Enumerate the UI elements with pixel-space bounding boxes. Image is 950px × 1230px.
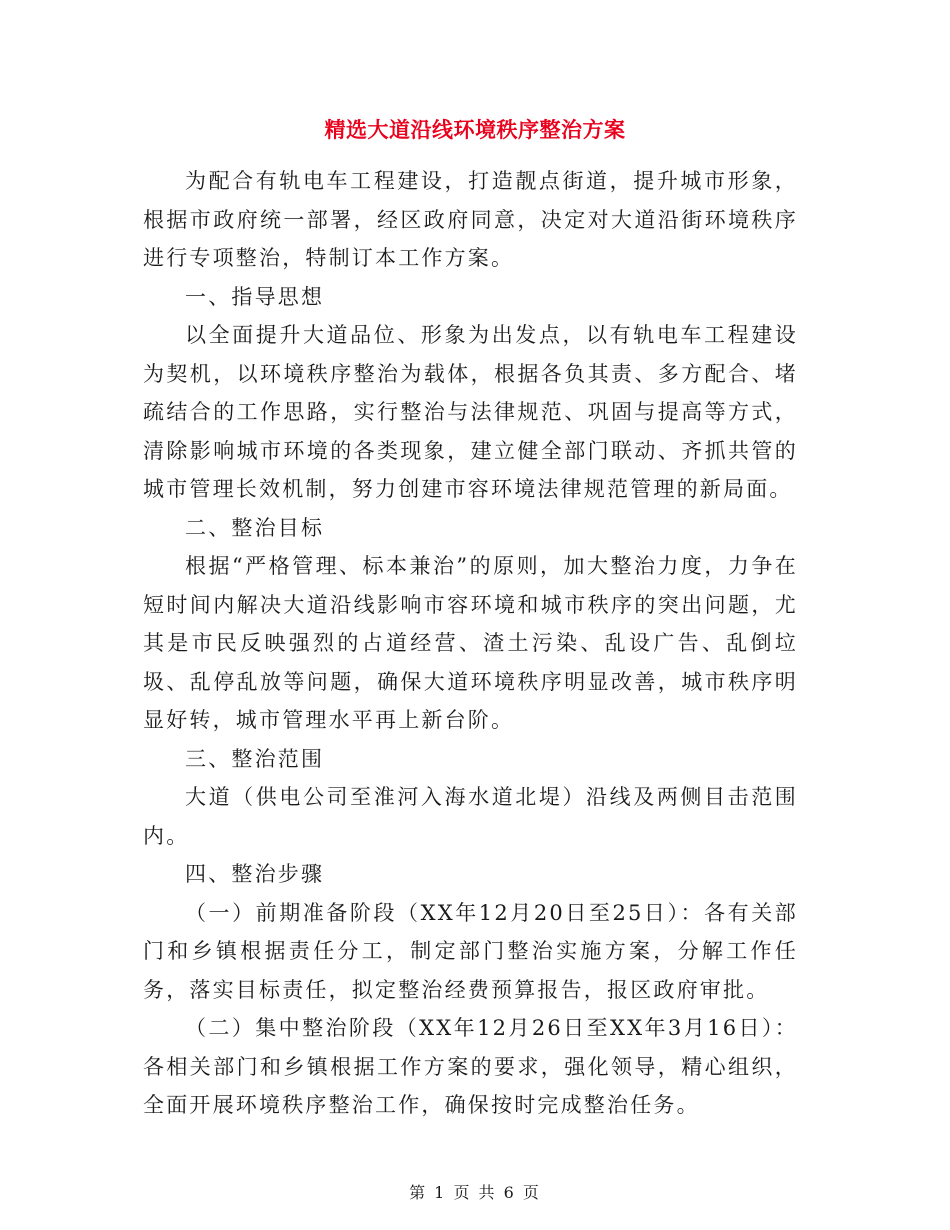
paragraph-scope: 大道（供电公司至淮河入海水道北堤）沿线及两侧目击范围内。 xyxy=(143,785,798,848)
section-heading-3: 三、整治范围 xyxy=(185,746,325,771)
page-number: 第 1 页 共 6 页 xyxy=(409,1183,541,1202)
section-heading-2: 二、整治目标 xyxy=(185,515,325,540)
paragraph-intro: 为配合有轨电车工程建设，打造靓点街道，提升城市形象，根据市政府统一部署，经区政府同意，决定对大道沿街环境秩序进行专项整治，特制订本工作方案。 xyxy=(143,169,798,270)
section-heading-1: 一、指导思想 xyxy=(185,284,325,309)
paragraph-step-2: （二）集中整治阶段（XX年12月26日至XX年3月16日）：各相关部门和乡镇根据工作方案的要求，强化领导，精心组织，全面开展环境秩序整治工作，确保按时完成整治任务。 xyxy=(143,1016,798,1117)
section-heading-4: 四、整治步骤 xyxy=(185,862,325,886)
paragraph-guiding-thought: 以全面提升大道品位、形象为出发点，以有轨电车工程建设为契机，以环境秩序整治为载体，根据各负其责、多方配合、堵疏结合的工作思路，实行整治与法律规范、巩固与提高等方式，清除影响城市环境的各类现象，建立健全部门联动、齐抓共管的城市管理长效机制，努力创建市容环境法律规范管理的新局面。 xyxy=(143,323,798,501)
paragraph-step-1: （一）前期准备阶段（XX年12月20日至25日）：各有关部门和乡镇根据责任分工，制定部门整治实施方案，分解工作任务，落实目标责任，拟定整治经费预算报告，报区政府审批。 xyxy=(143,900,798,1002)
document-body xyxy=(143,162,798,1125)
paragraph-goals: 根据“严格管理、标本兼治”的原则，加大整治力度，力争在短时间内解决大道沿线影响市容环境和城市秩序的突出问题，尤其是市民反映强烈的占道经营、渣土污染、乱设广告、乱倒垃圾、乱停乱放等问题，确保大道环境秩序明显改善，城市秩序明显好转，城市管理水平再上新台阶。 xyxy=(143,554,798,732)
document-title: 精选大道沿线环境秩序整治方案 xyxy=(324,118,626,142)
